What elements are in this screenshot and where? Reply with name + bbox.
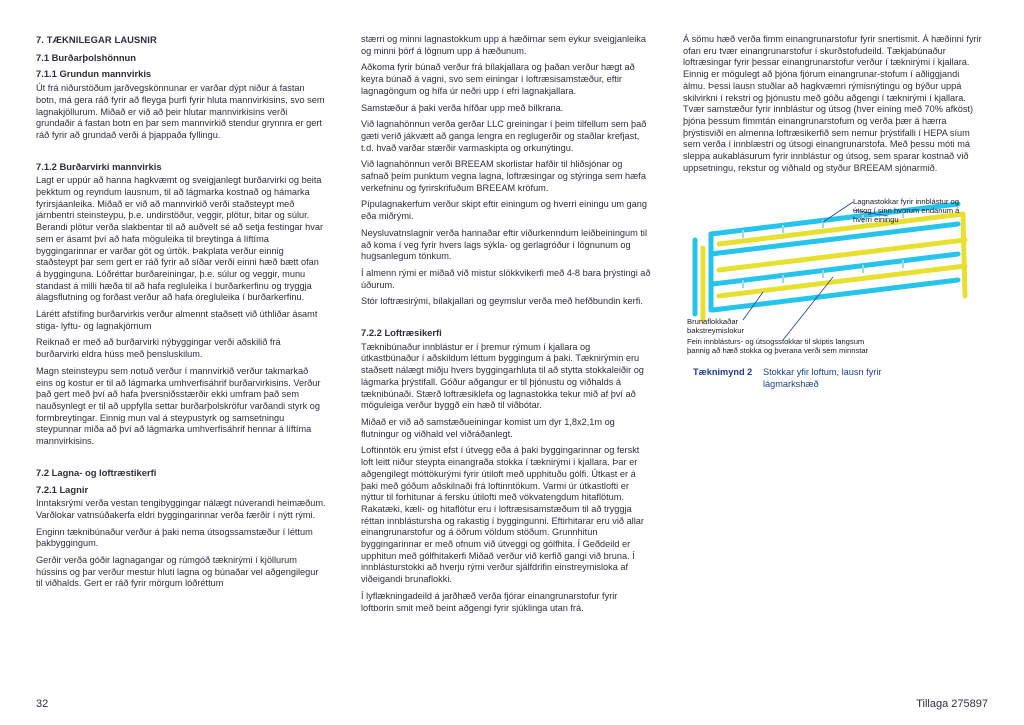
paragraph: Enginn tæknibúnaður verður á þaki nema útsogssamstæður í léttum þakbyggingum. <box>36 526 313 549</box>
paragraph: Við lagnahönnun verði BREEAM skorlistar hafðir til hliðsjónar og safnað þeim punktum vegna lagna, loftræsingar og stýringa sem hæfa verkefninu og fyrirskrifuðum BREEAM kröfum. <box>361 159 646 193</box>
subsection-heading-7-1-1: 7.1.1 Grundun mannvirkis <box>36 68 152 80</box>
page-number: 32 <box>36 698 49 710</box>
paragraph: Stór loftræsirými, bílakjallari og geymslur verða með hefðbundin kerfi. <box>361 296 643 307</box>
document-title: Tillaga 275897 <box>916 698 988 710</box>
column-middle <box>361 34 651 619</box>
chapter-heading: 7. TÆKNILEGAR LAUSNIR <box>36 34 157 45</box>
caption-label: Tæknimynd 2 <box>693 367 753 378</box>
column-left <box>36 34 326 595</box>
callout-supply-exhaust-ducts: Lagnastokkar fyrir innblástur og útsog í sinn hvorum endanum á hverri einingu <box>853 197 960 225</box>
paragraph: Gerðir verða góðir lagnagangar og rúmgóð tæknirými í kjöllurum hússins og þar verður mestur hluti lagna og búnaðar vel aðgengilegur til viðhalds. Gert er ráð fyrir mörgum lóðréttum <box>36 555 319 589</box>
paragraph: Neysluvatnslagnir verða hannaðar eftir viðurkenndum leiðbeiningum til að koma í veg fyrir hvers lags sýkla- og gerlagróður í lögnunum og hugsanlegum tönkum. <box>361 227 647 262</box>
paragraph: Á sömu hæð verða fimm einangrunarstofur fyrir snertismit. Á hæðinni fyrir ofan eru tvær einangrunarstofur í skurðstofudeild. Tækjabúnaður loftræsingar fyrir þessar einangrunarstofur verður í tæknirými í kjallara. Einnig er mögulegt að þjóna fjórum einangrunar-stofum í aðliggjandi álmu. Þessi lausn stuðlar að hagkvæmri rýmisnýtingu og býður uppá skilvirkni í rekstri og þjónustu með góðu aðgengi í tæknirými í kjallara. Tvær samstæður fyrir innblástur og útsog (hver eining með 70% afköst) þjóna þessum fimmtán einangrunarstofum og verða þær á hærra þrýstisviði en almenna loftræsikerfið sem nemur þrýstifalli í HEPA síum sem verða í innblæstri og útsogi einangrunarstofa. Með þessu móti má sleppa aukablásurum fyrir innblástur og útsog, sem sparar kostnað við uppsetningu, rekstur og viðhald og styður BREEAM sjónarmið. <box>683 34 982 173</box>
paragraph: Miðað er við að samstæðueiningar komist um dyr 1,8x2,1m og flutningur og viðhald vel viðráðanlegt. <box>361 416 615 439</box>
paragraph: Inntaksrými verða vestan tengibyggingar nálægt núverandi heimæðum. Varðlokar vatnsúðakerfa eldri byggingarinnar verða færðir í nýtt rými. <box>36 498 326 520</box>
paragraph: Aðkoma fyrir búnað verður frá bílakjallara og þaðan verður hægt að keyra búnað á vagni, svo sem einingar í loftræsisamstæður, eftir lagnagöngum og hífa úr neðri upp í efri lagnakjallara. <box>361 62 635 96</box>
paragraph: Út frá niðurstöðum jarðvegskönnunar er varðar dýpt niður á fastan botn, má gera ráð fyrir að fleyga þurfi fyrir hluta mannvirkisins, svo sem lagnakjöllurum. Miðað er við að þeir hlutar mannvirkisins verði grundaðir á fastan botn en þar sem mannvirkið stendur grynnra er gert ráð fyrir að grundað verði á þjappaða fyllingu. <box>36 83 325 140</box>
paragraph: Við lagnahönnun verða gerðar LLC greiningar í þeim tilfellum sem það gæti verið jákvætt að ganga lengra en reglugerðir og staðlar krefjast, t.d. hvað varðar stærðir varmaskipta og orkunýtingu. <box>361 119 647 153</box>
paragraph: Loftinntök eru ýmist efst í útvegg eða á þaki byggingarinnar og ferskt loft leitt niður steypta einangraða stokka í tæknirými í kjallara. Þar er aðgengilegt móttökurými fyrir útiloft með upphituðu gólfi. Útkast er á þaki með góðum aðskilnaði frá loftinntökum. Varmi úr útkastlofti er nýttur til forhitunar á fersku útilofti með vökvatengdum hitaflötum. Rakatæki, kæli- og hitaflötur eru í loftræsisamstæðum til að tryggja réttan innblástursha og rakastig í byggingunni. Eftirhitarar eru við allar einangrunarstofur og á öðrum völdum stöðum. Grunnhitun byggingarinnar er með ofnum við útveggi og gólfhita. Í Geðdeild er upphitun með gólfhitakerfi Miðað verður við kerfið gangi við bruna. Í innblásturstokki að hverju rými verður sjálfdrifin einstreymisloka af viðeigandi brunaflokki. <box>361 445 644 585</box>
caption-text: Stokkar yfir loftum, lausn fyrir lágmarkshæð <box>763 367 882 390</box>
paragraph: Í almenn rými er miðað við mistur slökkvikerfi með 4-8 bara þrýstingi að úðurum. <box>361 267 651 290</box>
section-heading-7-2: 7.2 Lagna- og loftræstikerfi <box>36 466 157 478</box>
paragraph: Lagt er uppúr að hanna hagkvæmt og sveigjanlegt burðarvirki og beita þekktum og reyndum lausnum, til að lágmarka kostnað og hámarka fyrirsjáanleika. Miðað er við að mannvirkið verði staðsteypt með járnbentri steinsteypu, þ.e. undirstöður, veggir, plötur, bitar og súlur. Berandi plötur verða slakbentar til að auðvelt sé að setja festingar hvar sem er ásamt því að hafa möguleika til breytinga á líftíma byggingarinnar er varðar göt og úrtök. Þakplata verður einnig staðsteypt þar sem gert er ráð fyrir að síðar verði einni hæð bætt ofan á bygginguna. Lóðréttar burðareiningar, þ.e. súlur og veggir, munu standast á milli hæða til að hafa regluleika í burðarkerfinu og tryggja álagsflutning og forðast verður að hafa óregluleika í burðarkerfinu. <box>36 175 324 303</box>
subsection-heading-7-1-2: 7.1.2 Burðarvirki mannvirkis <box>36 160 162 172</box>
paragraph: stærri og minni lagnastokkum upp á hæðirnar sem eykur sveigjanleika og minni þörf á lögnum upp á hæðunum. <box>361 34 646 56</box>
callout-alternating-ducts: Feiri innblásturs- og útsogsstokkar til skiptis langsum þannig að hæð stokka og þverana verði sem minnstar <box>687 337 869 356</box>
paragraph: Samstæður á þaki verða hífðar upp með bílkrana. <box>361 102 564 113</box>
column-right <box>683 34 983 390</box>
subsection-heading-7-2-1: 7.2.1 Lagnir <box>36 483 89 495</box>
paragraph: Pípulagnakerfum verður skipt eftir einingum og hverri einingu um gang eða miðrými. <box>361 199 647 222</box>
callout-fire-dampers: Brunaflokkaðar bakstreymislokur <box>687 317 744 336</box>
paragraph: Reiknað er með að burðarvirki nýbyggingar verði aðskilið frá burðarvirki eldra húss með þensluskilum. <box>36 337 281 360</box>
paragraph: Í lyflækningadeild á jarðhæð verða fjórar einangrunarstofur fyrir loftborin smit með beint aðgengi fyrir sjúklinga utan frá. <box>361 590 618 613</box>
figure-caption <box>683 366 983 390</box>
duct-diagram-figure <box>683 192 983 362</box>
paragraph: Tæknibúnaður innblástur er í þremur rýmum í kjallara og útkastbúnaður í aðskildum léttum byggingum á þaki. Tæknirýmin eru staðsett nálægt miðju hvers byggingarhluta til að stytta stokkaleiðir og lágmarka þrýstifall. Góður aðgangur er til þjónustu og viðhalds á tæknibúnaði. Stærð loftræsiklefa og lagnastokka tekur mið af því að möguleiga verður byggð ein hæð til viðbótar. <box>361 341 644 411</box>
section-heading-7-1: 7.1 Burðarþolshönnun <box>36 51 137 63</box>
paragraph: Lárétt afstífing burðarvirkis verður almennt staðsett við úthliðar ásamt stiga- lyftu- og lagnakjörnum <box>36 309 318 331</box>
subsection-heading-7-2-2: 7.2.2 Loftræsikerfi <box>361 327 442 339</box>
paragraph: Magn steinsteypu sem notuð verður í mannvirkið verður takmarkað eins og kostur er til að lágmarka umhverfisáhrif burðarvirkisins. Verður það gert með því að hafa þversniðsstærðir ekki umfram það sem nauðsynlegt er til að uppfylla settar burðarþolskröfur varðandi styrk og formbreytingar. Einnig mun val á steypustyrk og samsetningu steypunnar miða að því að lágmarka umhverfisáhrif hennar á líftíma mannvirkisins. <box>36 365 321 447</box>
